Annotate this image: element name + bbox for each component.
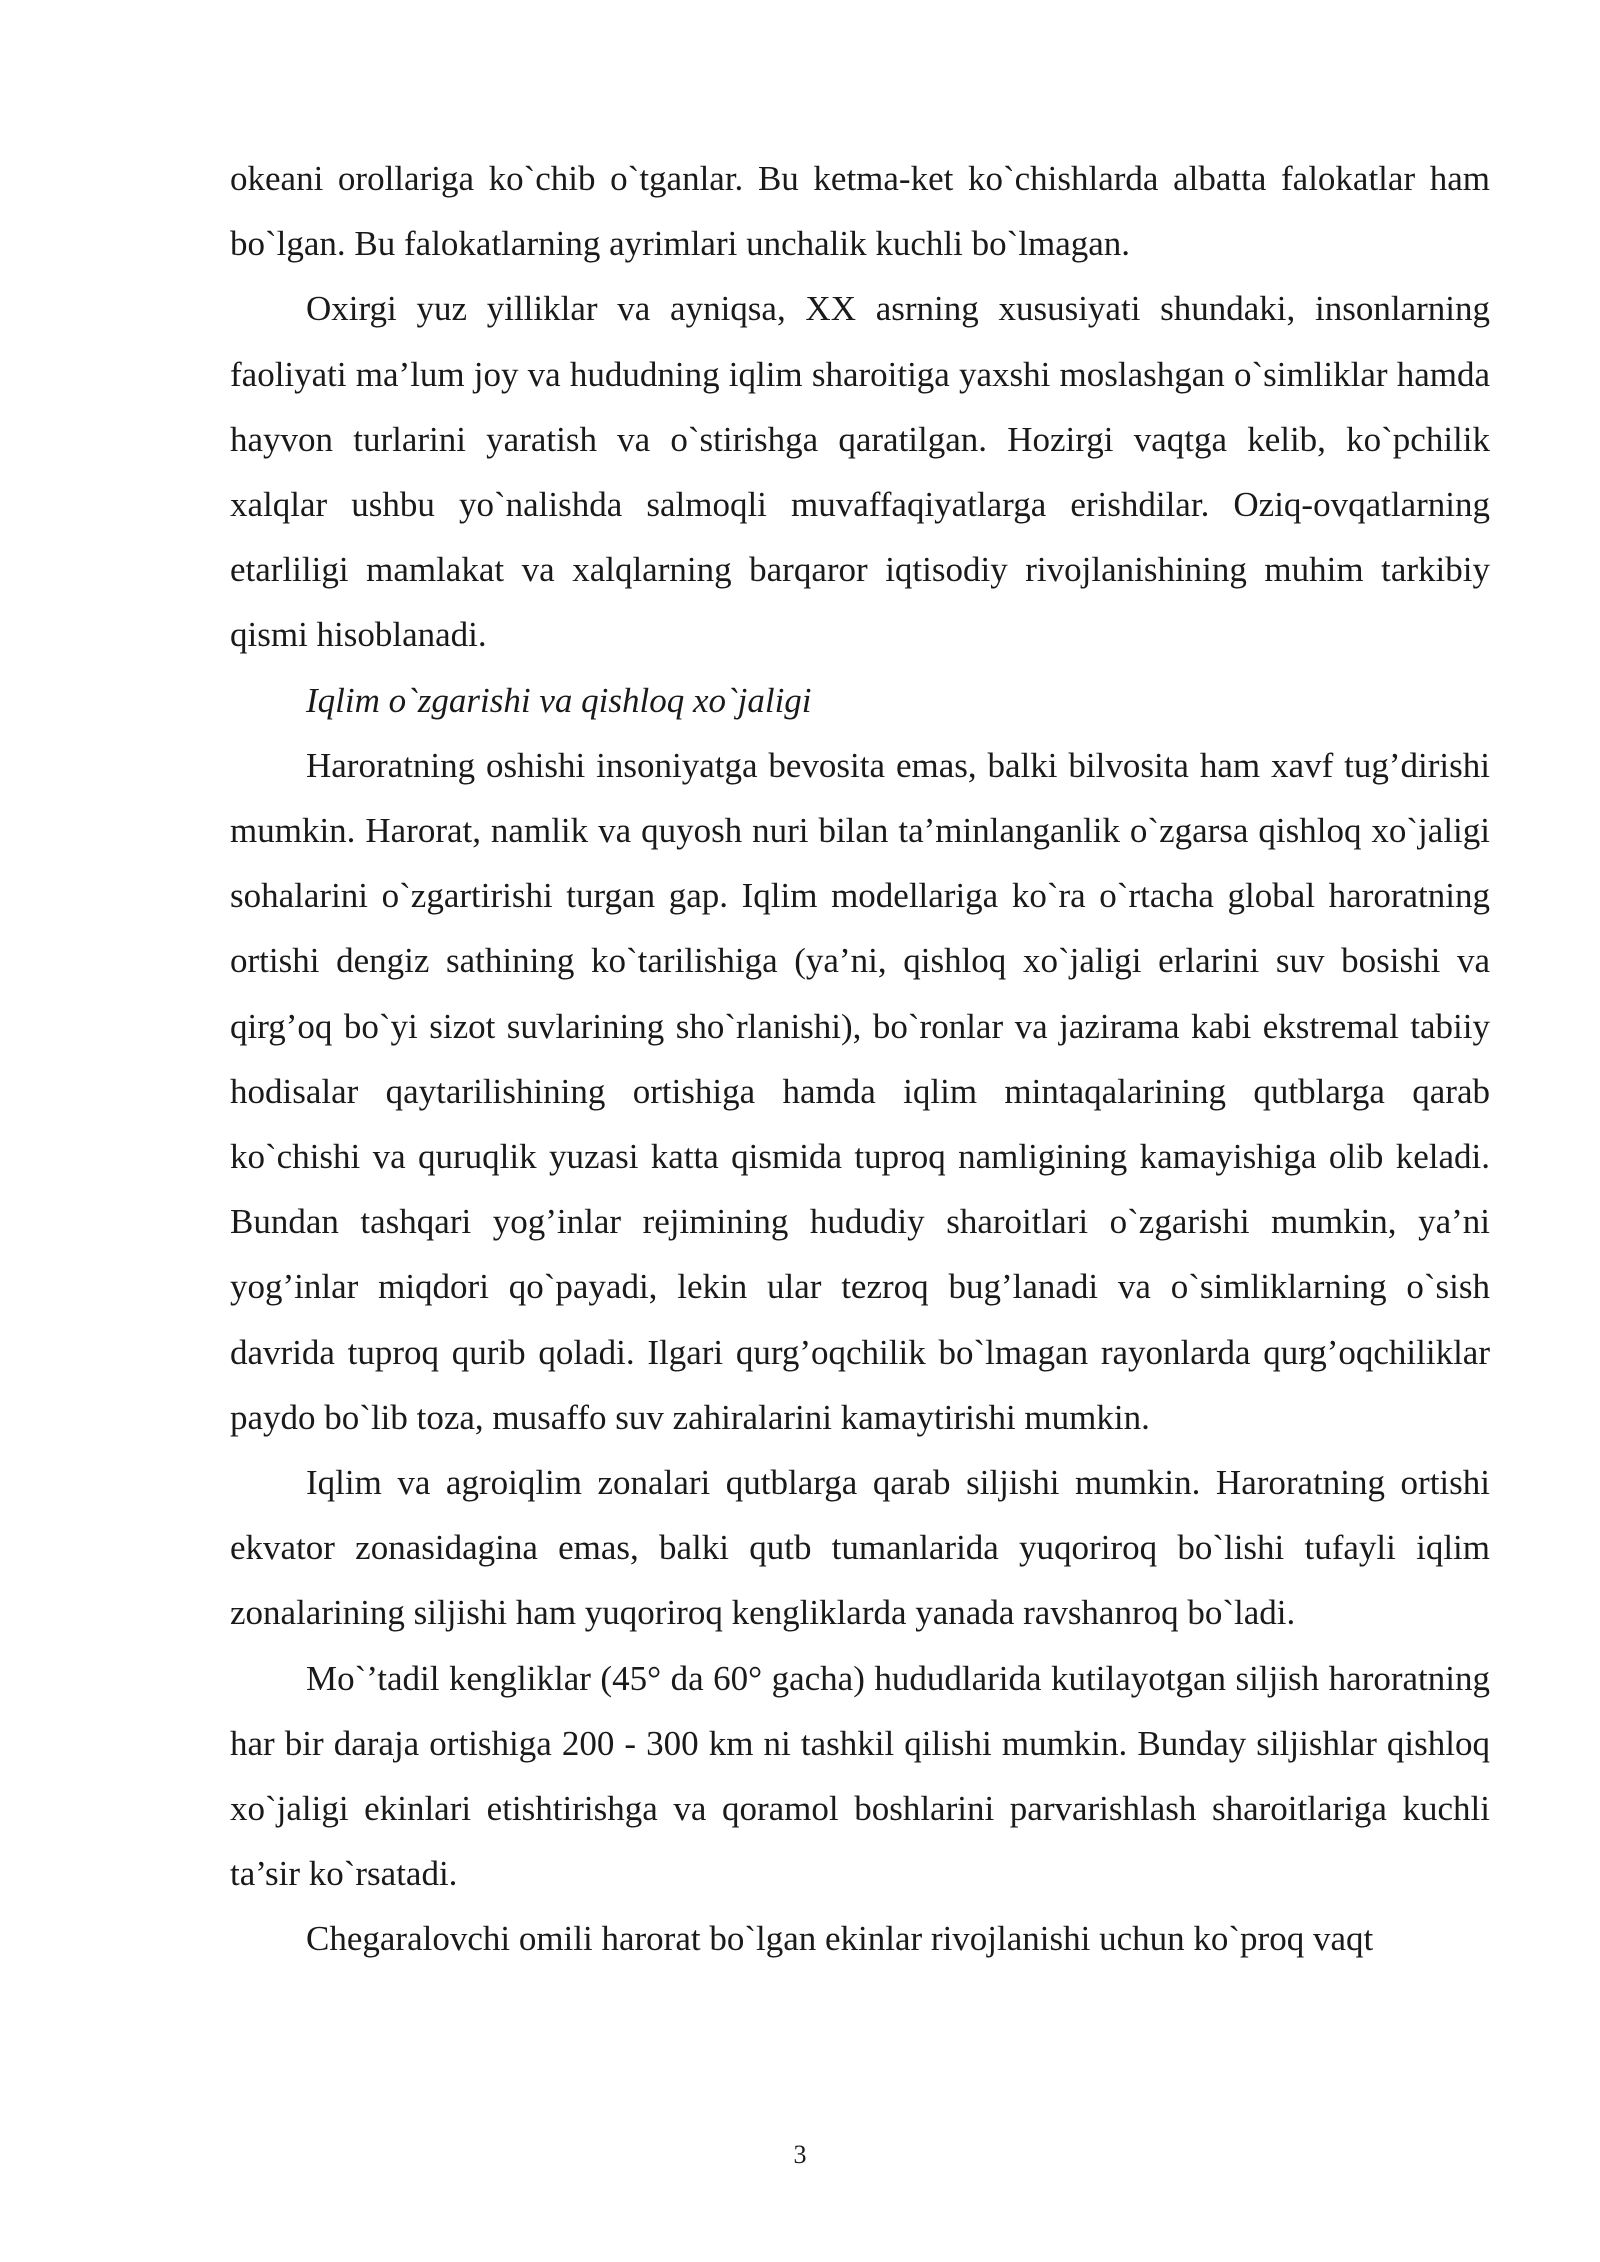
paragraph-modern-agriculture: Oxirgi yuz yilliklar va ayniqsa, XX asrning xususiyati shundaki, insonlarning faoliyati ma’lum joy va hududning iqlim sharoitiga yaxshi moslashgan o`simliklar hamda hayvon turlarini yaratish va o`stirishga qaratilgan. Hozirgi vaqtga kelib, ko`pchilik xalqlar ushbu yo`nalishda salmoqli muvaffaqiyatlarga erishdilar. Oziq-ovqatlarning etarliligi mamlakat va xalqlarning barqaror iqtisodiy rivojlanishining muhim tarkibiy qismi hisoblanadi. xyxy=(230,289,1490,655)
paragraph-limiting-factor: Chegaralovchi omili harorat bo`lgan ekinlar rivojlanishi uchun ko`proq vaqt xyxy=(306,1919,1374,1959)
paragraph-continuation: okeani orollariga ko`chib o`tganlar. Bu ketma-ket ko`chishlarda albatta falokatlar ham bo`lgan. Bu falokatlarning ayrimlari unchalik kuchli bo`lmagan. xyxy=(230,159,1490,264)
document-body xyxy=(230,146,1490,1972)
section-heading: Iqlim o`zgarishi va qishloq xo`jaligi xyxy=(306,680,812,720)
page-number: 3 xyxy=(793,2140,807,2169)
paragraph-temperature-effects: Haroratning oshishi insoniyatga bevosita emas, balki bilvosita ham xavf tug’dirishi mumkin. Harorat, namlik va quyosh nuri bilan ta’minlanganlik o`zgarsa qishloq xo`jaligi sohalarini o`zgartirishi turgan gap. Iqlim modellariga ko`ra o`rtacha global haroratning ortishi dengiz sathining ko`tarilishiga (ya’ni, qishloq xo`jaligi erlarini suv bosishi va qirg’oq bo`yi sizot suvlarining sho`rlanishi), bo`ronlar va jazirama kabi ekstremal tabiiy hodisalar qaytarilishining ortishiga hamda iqlim mintaqalarining qutblarga qarab ko`chishi va quruqlik yuzasi katta qismida tuproq namligining kamayishiga olib keladi. Bundan tashqari yog’inlar rejimining hududiy sharoitlari o`zgarishi mumkin, ya’ni yog’inlar miqdori qo`payadi, lekin ular tezroq bug’lanadi va o`simliklarning o`sish davrida tuproq qurib qoladi. Ilgari qurg’oqchilik bo`lmagan rayonlarda qurg’oqchiliklar paydo bo`lib toza, musaffo suv zahiralarini kamaytirishi mumkin. xyxy=(230,745,1490,1437)
paragraph-temperate-latitudes: Mo`’tadil kengliklar (45° da 60° gacha) hududlarida kutilayotgan siljish haroratning har bir daraja ortishiga 200 - 300 km ni tashkil qilishi mumkin. Bunday siljishlar qishloq xo`jaligi ekinlari etishtirishga va qoramol boshlarini parvarishlash sharoitlariga kuchli ta’sir ko`rsatadi. xyxy=(230,1658,1490,1894)
paragraph-climate-zones: Iqlim va agroiqlim zonalari qutblarga qarab siljishi mumkin. Haroratning ortishi ekvator zonasidagina emas, balki qutb tumanlarida yuqoriroq bo`lishi tufayli iqlim zonalarining siljishi ham yuqoriroq kengliklarda yanada ravshanroq bo`ladi. xyxy=(230,1463,1490,1633)
